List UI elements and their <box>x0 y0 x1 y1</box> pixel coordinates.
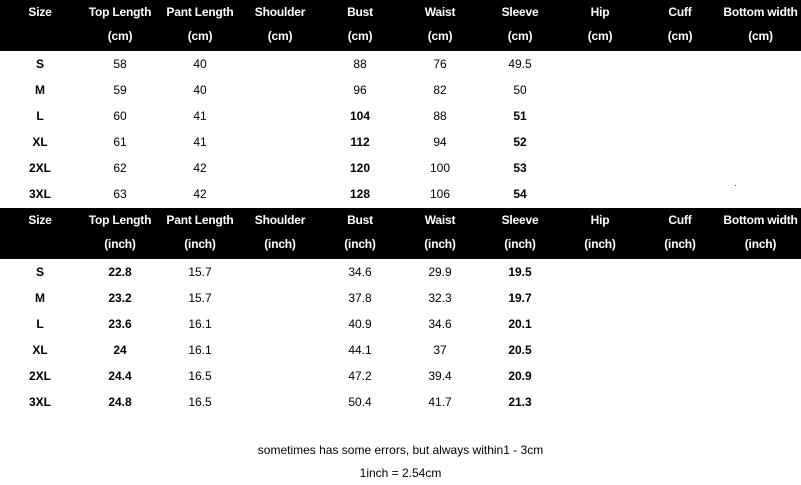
cell-shoulder <box>240 129 320 155</box>
cell-size: XL <box>32 343 48 357</box>
header-size: Size <box>0 0 80 51</box>
cell-top-length: 59 <box>113 83 127 97</box>
cell-bottom-width <box>720 363 801 389</box>
cell-bust: 88 <box>353 57 367 71</box>
table-body-inch <box>0 259 801 415</box>
cell-size: M <box>35 83 45 97</box>
table-row <box>0 337 801 363</box>
size-table-cm <box>0 0 801 207</box>
cell-top-length: 63 <box>113 187 127 201</box>
table-row <box>0 155 801 181</box>
cell-shoulder <box>240 363 320 389</box>
table-row <box>0 363 801 389</box>
cell-top-length: 23.2 <box>108 291 132 305</box>
header-cuff: Cuff (cm) <box>640 0 720 51</box>
stray-dot <box>735 185 736 186</box>
cell-pant-length: 40 <box>193 83 207 97</box>
cell-bottom-width <box>720 51 801 77</box>
cell-bottom-width <box>720 259 801 285</box>
header-row <box>0 208 801 259</box>
header-size: Size <box>0 208 80 259</box>
cell-bust: 50.4 <box>348 395 372 409</box>
cell-bust: 112 <box>350 135 370 149</box>
header-shoulder: Shoulder (inch) <box>240 208 320 259</box>
table-row <box>0 181 801 207</box>
cell-pant-length: 40 <box>193 57 207 71</box>
cell-sleeve: 21.3 <box>508 395 532 409</box>
cell-cuff <box>640 285 720 311</box>
cell-pant-length: 41 <box>193 109 207 123</box>
header-shoulder: Shoulder (cm) <box>240 0 320 51</box>
cell-bottom-width <box>720 285 801 311</box>
cell-bust: 47.2 <box>348 369 372 383</box>
header-pant-length: Pant Length (cm) <box>160 0 240 51</box>
cell-bottom-width <box>720 181 801 207</box>
cell-top-length: 23.6 <box>108 317 132 331</box>
cell-shoulder <box>240 285 320 311</box>
cell-sleeve: 49.5 <box>508 57 532 71</box>
header-row <box>0 0 801 51</box>
table-header-inch <box>0 208 801 259</box>
cell-hip <box>560 337 640 363</box>
cell-pant-length: 16.5 <box>188 369 212 383</box>
table-row <box>0 129 801 155</box>
cell-sleeve: 19.7 <box>508 291 532 305</box>
cell-top-length: 60 <box>113 109 127 123</box>
cell-top-length: 22.8 <box>108 265 132 279</box>
cell-hip <box>560 129 640 155</box>
cell-pant-length: 16.1 <box>188 317 212 331</box>
cell-hip <box>560 103 640 129</box>
cell-cuff <box>640 103 720 129</box>
cell-sleeve: 19.5 <box>508 265 532 279</box>
cell-shoulder <box>240 51 320 77</box>
cell-sleeve: 20.9 <box>508 369 532 383</box>
table-header-cm <box>0 0 801 51</box>
cell-hip <box>560 311 640 337</box>
header-sleeve: Sleeve (cm) <box>480 0 560 51</box>
header-bust: Bust (inch) <box>320 208 400 259</box>
cell-size: S <box>35 265 44 279</box>
cell-pant-length: 16.5 <box>188 395 212 409</box>
cell-shoulder <box>240 181 320 207</box>
table-row <box>0 103 801 129</box>
cell-cuff <box>640 259 720 285</box>
header-cuff: Cuff (inch) <box>640 208 720 259</box>
cell-waist: 82 <box>433 83 447 97</box>
header-bottom-width: Bottom width (cm) <box>720 0 801 51</box>
cell-bust: 37.8 <box>348 291 372 305</box>
cell-hip <box>560 181 640 207</box>
cell-top-length: 24.4 <box>108 369 132 383</box>
cell-hip <box>560 363 640 389</box>
header-hip: Hip (cm) <box>560 0 640 51</box>
cell-size: 2XL <box>28 161 51 175</box>
cell-shoulder <box>240 103 320 129</box>
cell-waist: 29.9 <box>428 265 452 279</box>
cell-bottom-width <box>720 129 801 155</box>
cell-cuff <box>640 337 720 363</box>
cell-waist: 34.6 <box>428 317 452 331</box>
cell-shoulder <box>240 77 320 103</box>
table-row <box>0 285 801 311</box>
cell-sleeve: 53 <box>513 161 527 175</box>
cell-bottom-width <box>720 389 801 415</box>
cell-size: XL <box>32 135 48 149</box>
cell-shoulder <box>240 389 320 415</box>
cell-sleeve: 51 <box>513 109 527 123</box>
header-bust: Bust (cm) <box>320 0 400 51</box>
cell-pant-length: 41 <box>193 135 207 149</box>
cell-sleeve: 54 <box>513 187 527 201</box>
cell-bust: 40.9 <box>348 317 372 331</box>
table-row <box>0 389 801 415</box>
cell-cuff <box>640 155 720 181</box>
cell-hip <box>560 285 640 311</box>
cell-top-length: 62 <box>113 161 127 175</box>
cell-waist: 41.7 <box>428 395 452 409</box>
cell-pant-length: 42 <box>193 187 207 201</box>
cell-pant-length: 42 <box>193 161 207 175</box>
header-waist: Waist (inch) <box>400 208 480 259</box>
cell-bust: 120 <box>349 161 371 175</box>
cell-size: 2XL <box>28 369 51 383</box>
cell-bottom-width <box>720 155 801 181</box>
cell-top-length: 58 <box>113 57 127 71</box>
cell-bust: 128 <box>349 187 371 201</box>
cell-size: L <box>36 109 44 123</box>
cell-size: M <box>35 291 45 305</box>
cell-bust: 34.6 <box>348 265 372 279</box>
cell-sleeve: 20.5 <box>508 343 532 357</box>
cell-size: 3XL <box>28 187 51 201</box>
cell-bust: 96 <box>353 83 367 97</box>
cell-size: 3XL <box>28 395 51 409</box>
cell-cuff <box>640 51 720 77</box>
header-pant-length: Pant Length (inch) <box>160 208 240 259</box>
cell-bust: 44.1 <box>348 343 372 357</box>
cell-top-length: 61 <box>113 135 127 149</box>
cell-waist: 88 <box>433 109 447 123</box>
header-top-length: Top Length (inch) <box>80 208 160 259</box>
header-sleeve: Sleeve (inch) <box>480 208 560 259</box>
cell-hip <box>560 259 640 285</box>
cell-top-length: 24 <box>113 343 127 357</box>
table-row <box>0 77 801 103</box>
cell-bust: 104 <box>349 109 371 123</box>
cell-size: L <box>36 317 44 331</box>
cell-shoulder <box>240 259 320 285</box>
header-waist: Waist (cm) <box>400 0 480 51</box>
header-hip: Hip (inch) <box>560 208 640 259</box>
cell-hip <box>560 155 640 181</box>
cell-shoulder <box>240 311 320 337</box>
cell-waist: 39.4 <box>428 369 452 383</box>
table-body-cm <box>0 51 801 207</box>
cell-hip <box>560 389 640 415</box>
header-bottom-width: Bottom width (inch) <box>720 208 801 259</box>
conversion-note: 1inch = 2.54cm <box>359 466 442 480</box>
cell-sleeve: 52 <box>513 135 527 149</box>
cell-cuff <box>640 363 720 389</box>
cell-hip <box>560 51 640 77</box>
cell-waist: 94 <box>433 135 447 149</box>
cell-bottom-width <box>720 311 801 337</box>
cell-sleeve: 50 <box>513 83 527 97</box>
table-row <box>0 259 801 285</box>
cell-top-length: 24.8 <box>108 395 132 409</box>
cell-shoulder <box>240 155 320 181</box>
table-row <box>0 311 801 337</box>
cell-bottom-width <box>720 337 801 363</box>
cell-waist: 32.3 <box>428 291 452 305</box>
accuracy-note: sometimes has some errors, but always within1 - 3cm <box>257 443 544 457</box>
cell-waist: 106 <box>429 187 451 201</box>
cell-bottom-width <box>720 77 801 103</box>
cell-cuff <box>640 181 720 207</box>
cell-pant-length: 15.7 <box>188 265 212 279</box>
size-table-inch <box>0 208 801 415</box>
table-row <box>0 51 801 77</box>
cell-pant-length: 15.7 <box>188 291 212 305</box>
cell-hip <box>560 77 640 103</box>
cell-waist: 100 <box>429 161 451 175</box>
header-top-length: Top Length (cm) <box>80 0 160 51</box>
cell-size: S <box>35 57 44 71</box>
cell-waist: 76 <box>433 57 447 71</box>
cell-waist: 37 <box>433 343 447 357</box>
cell-bottom-width <box>720 103 801 129</box>
cell-cuff <box>640 311 720 337</box>
cell-pant-length: 16.1 <box>188 343 212 357</box>
cell-shoulder <box>240 337 320 363</box>
cell-cuff <box>640 129 720 155</box>
cell-sleeve: 20.1 <box>508 317 532 331</box>
cell-cuff <box>640 77 720 103</box>
cell-cuff <box>640 389 720 415</box>
